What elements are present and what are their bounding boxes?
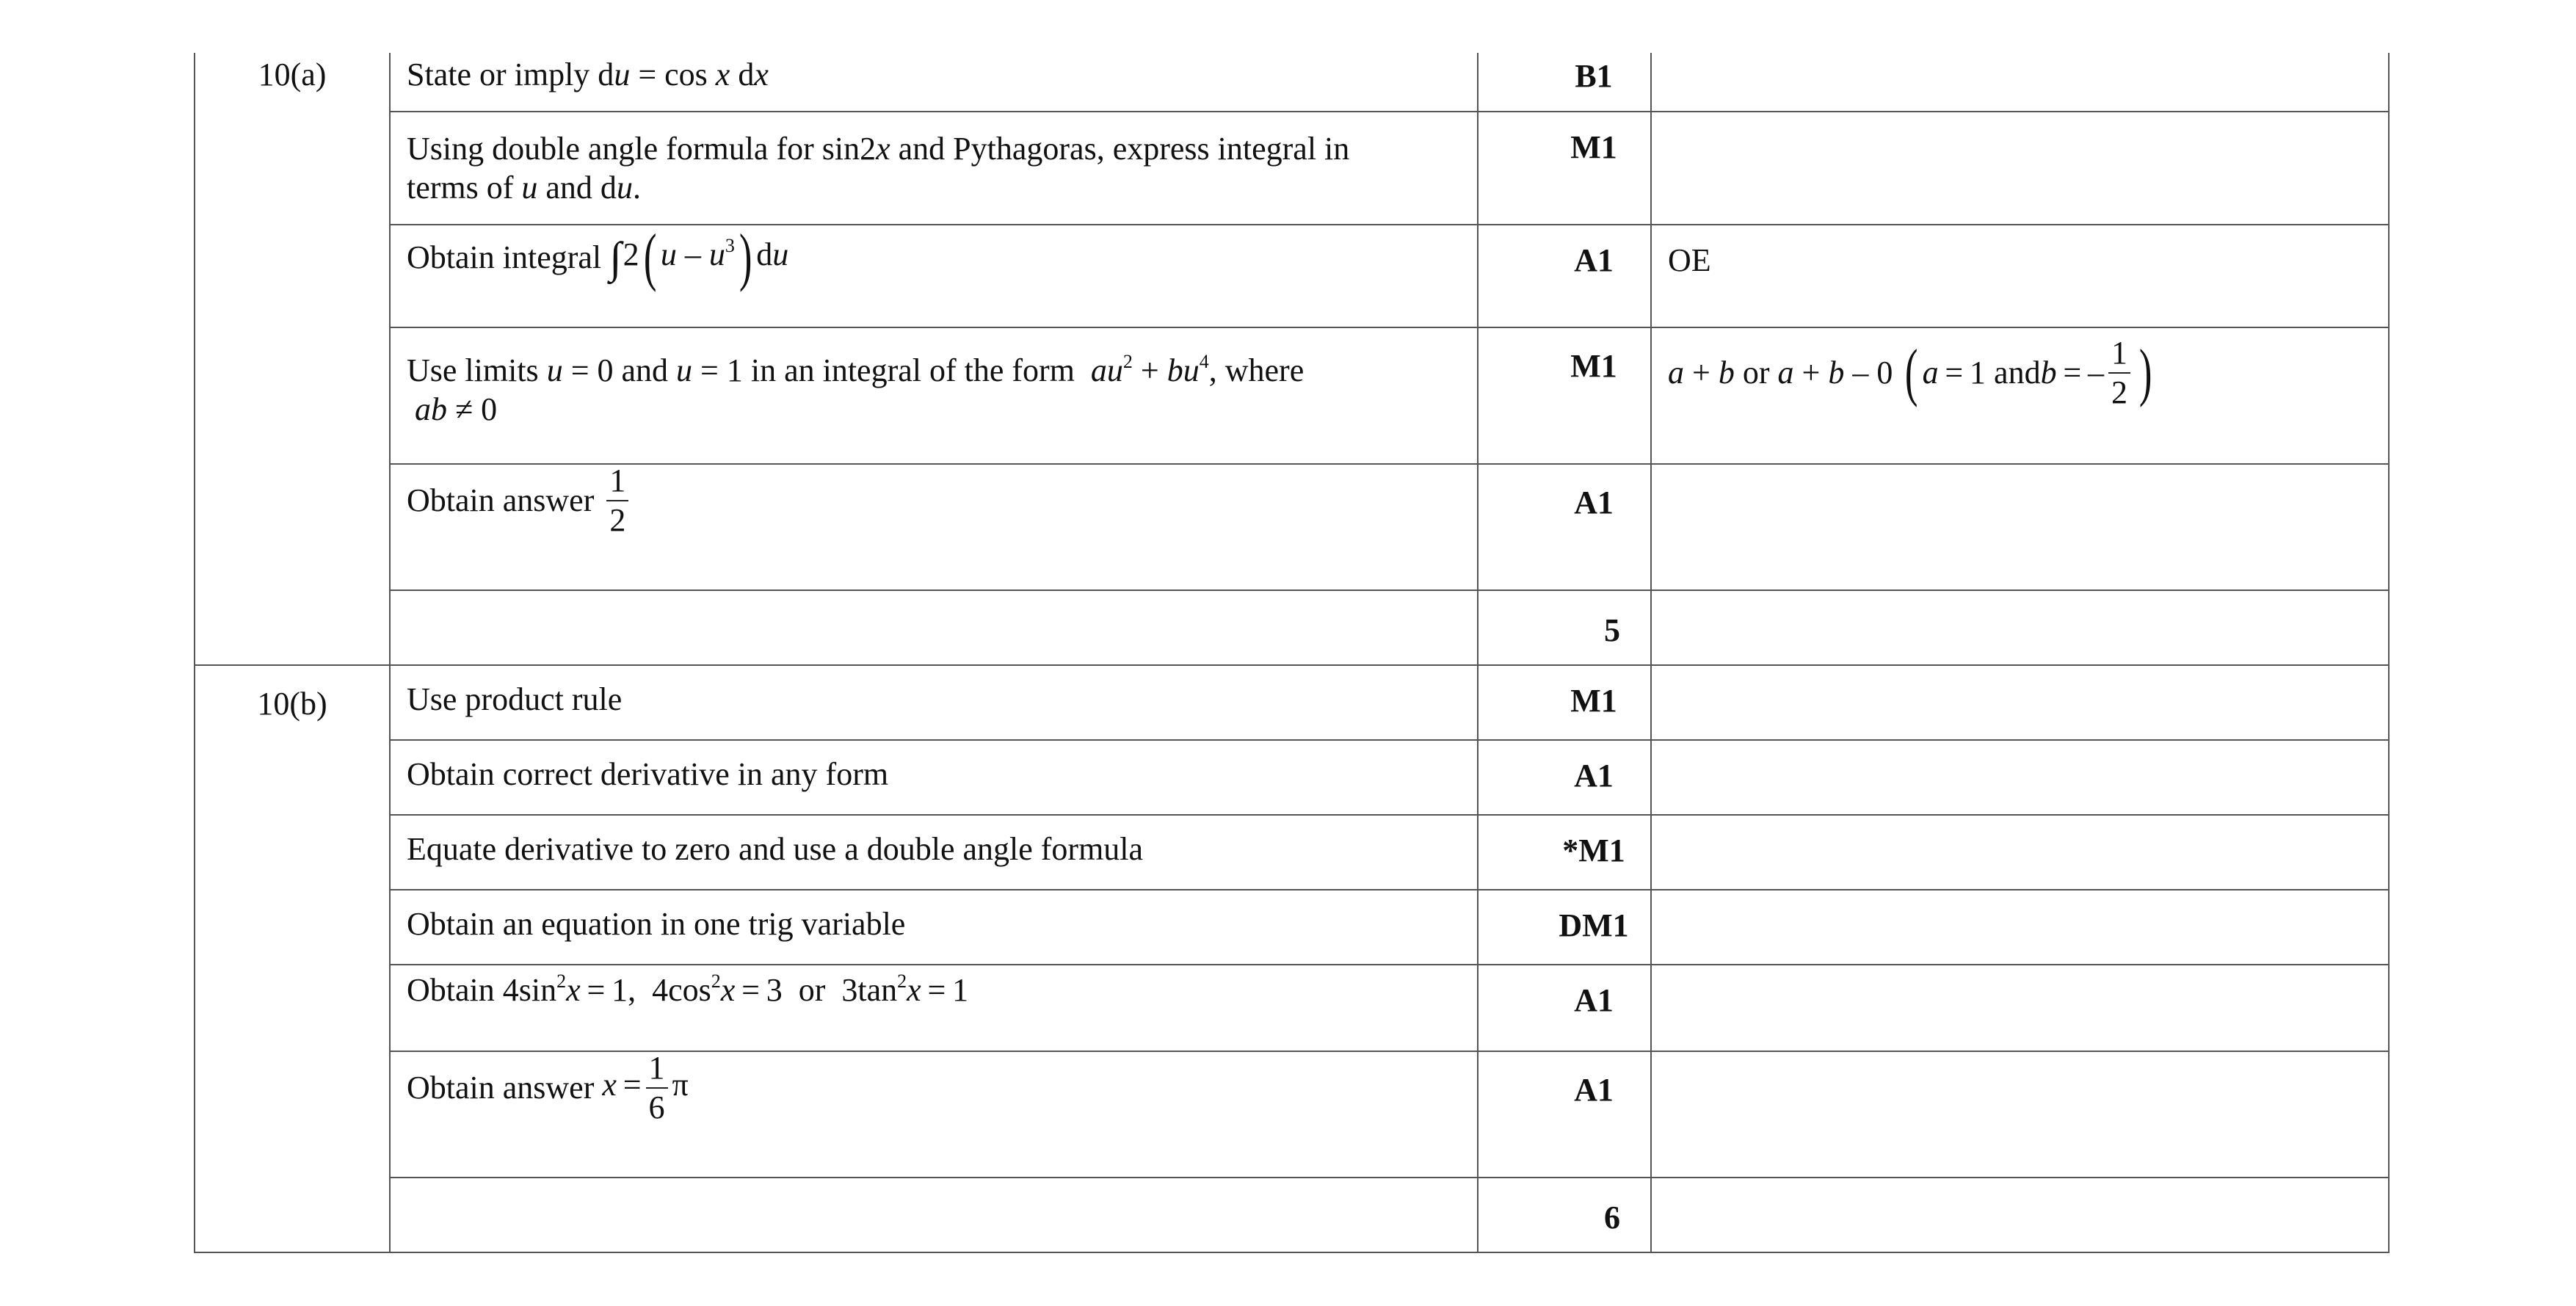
question-label: 10(b)	[195, 665, 390, 1252]
answer-text: State or imply du = cos x dx	[407, 57, 769, 92]
mark-value: B1	[1575, 58, 1613, 94]
mark-cell	[1478, 464, 1651, 590]
table-row	[195, 53, 2389, 112]
guidance-cell	[1651, 112, 2389, 225]
mark-value: A1	[1574, 242, 1614, 278]
mark-cell	[1478, 53, 1651, 112]
table-row-total	[195, 590, 2389, 665]
total-mark-cell	[1478, 590, 1651, 665]
table-row-total	[195, 1178, 2389, 1252]
table-row	[195, 890, 2389, 965]
answer-text: Obtain integral	[407, 239, 602, 275]
answer-cell	[390, 53, 1478, 112]
guidance-cell	[1651, 590, 2389, 665]
guidance-cell	[1651, 225, 2389, 327]
table-row	[195, 740, 2389, 815]
mark-cell	[1478, 225, 1651, 327]
trig-equations: $4\sin^2x = 1$, $4\cos^2x = 3$ or $3\tan^2x = 1$	[502, 971, 969, 1008]
mark-value: A1	[1574, 485, 1614, 520]
mark-cell	[1478, 815, 1651, 890]
answer-text: Obtain an equation in one trig variable	[407, 906, 906, 942]
mark-cell	[1478, 665, 1651, 740]
mark-value: A1	[1574, 1072, 1614, 1108]
answer-text-line1: Use limits u = 0 and u = 1 in an integral of the form $au^2 + bu^4$, where	[407, 351, 1305, 388]
guidance-text: OE	[1668, 242, 1711, 278]
mark-value: DM1	[1559, 907, 1629, 943]
table-row	[195, 815, 2389, 890]
answer-cell	[390, 222, 1478, 327]
mark-cell	[1478, 965, 1651, 1051]
mark-value: A1	[1574, 758, 1614, 794]
answer-text-line2: terms of u and du.	[407, 169, 641, 206]
guidance-cell	[1651, 53, 2389, 112]
answer-cell	[390, 665, 1478, 740]
mark-cell	[1478, 327, 1651, 464]
guidance-cell	[1651, 464, 2389, 590]
mark-cell	[1478, 1051, 1651, 1178]
mark-value: *M1	[1562, 832, 1625, 868]
mark-value: M1	[1570, 129, 1617, 165]
guidance-text: a + b or a + b – 0 ( a = 1 and b = – $\frac{1}{2}$ )	[1668, 335, 2152, 410]
guidance-cell	[1651, 665, 2389, 740]
guidance-cell	[1651, 1051, 2389, 1178]
answer-text: Obtain correct derivative in any form	[407, 756, 889, 792]
answer-cell	[390, 1178, 1478, 1252]
guidance-cell	[1651, 815, 2389, 890]
answer-text: Obtain answer	[407, 482, 595, 518]
guidance-cell	[1651, 1178, 2389, 1252]
total-mark-cell	[1478, 1178, 1651, 1252]
guidance-cell	[1651, 965, 2389, 1051]
mark-value: A1	[1574, 982, 1614, 1018]
table-row	[195, 464, 2389, 590]
table-row	[195, 112, 2389, 225]
table-row	[195, 1051, 2389, 1178]
guidance-cell	[1651, 327, 2389, 464]
total-mark-value: 5	[1604, 612, 1620, 648]
guidance-cell	[1651, 740, 2389, 815]
table-row	[195, 225, 2389, 327]
answer-text: Obtain	[407, 972, 495, 1008]
mark-value: M1	[1570, 348, 1617, 384]
answer-cell	[390, 590, 1478, 665]
answer-cell	[390, 815, 1478, 890]
answer-expression: x = $\frac{1}{6}$ π	[602, 1050, 689, 1125]
answer-cell	[390, 965, 1478, 1051]
table-row	[195, 965, 2389, 1051]
answer-cell	[390, 112, 1478, 225]
answer-cell	[390, 464, 1478, 590]
answer-text: Equate derivative to zero and use a double angle formula	[407, 831, 1144, 867]
mark-value: M1	[1570, 683, 1617, 719]
integral-expression: ∫2( u – $u^3$) du	[609, 222, 789, 293]
mark-cell	[1478, 890, 1651, 965]
mark-scheme-table	[194, 53, 2390, 1253]
table-row	[195, 665, 2389, 740]
mark-cell	[1478, 112, 1651, 225]
answer-cell	[390, 1051, 1478, 1178]
table-row	[195, 327, 2389, 464]
total-mark-value: 6	[1604, 1200, 1620, 1236]
answer-cell	[390, 327, 1478, 464]
answer-text-line1: Using double angle formula for sin2x and Pythagoras, express integral in	[407, 131, 1350, 167]
answer-text-line2: ab ≠ 0	[415, 391, 498, 427]
mark-cell	[1478, 740, 1651, 815]
answer-text: Obtain answer	[407, 1069, 595, 1106]
answer-cell	[390, 740, 1478, 815]
guidance-cell	[1651, 890, 2389, 965]
answer-cell	[390, 890, 1478, 965]
question-label: 10(a)	[195, 53, 390, 665]
answer-text: Use product rule	[407, 681, 623, 717]
fraction-one-half: $\frac{1}{2}$	[606, 465, 628, 537]
